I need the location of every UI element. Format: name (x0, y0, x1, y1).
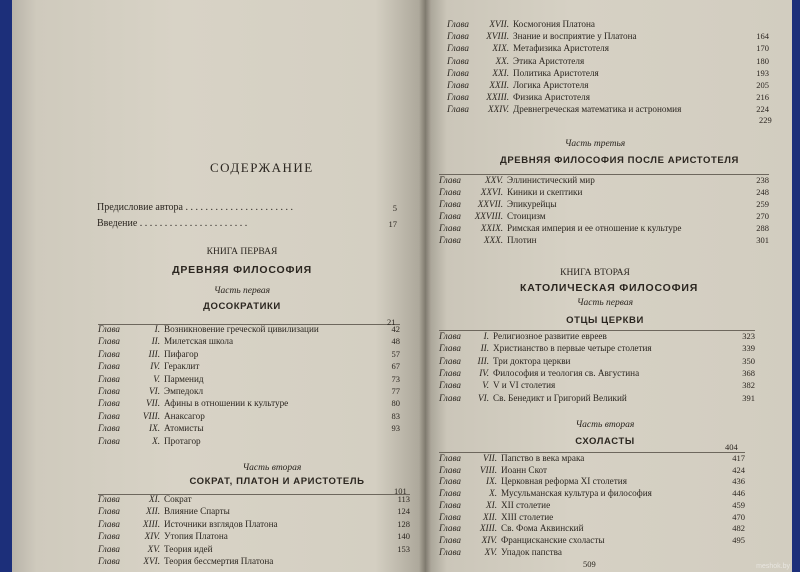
book-two-title: КАТОЛИЧЕСКАЯ ФИЛОСОФИЯ (520, 282, 699, 294)
toc-entry (447, 55, 769, 67)
chapter-page: 216 (756, 92, 769, 103)
book-two-part-two-label: Часть вторая (575, 420, 635, 430)
chapter-label: Глава (439, 534, 461, 545)
toc-entry (439, 186, 769, 198)
chapter-page: 459 (732, 499, 745, 510)
chapter-label: Глава (439, 499, 461, 510)
chapter-label: Глава (98, 410, 120, 421)
top-last-page: 229 (759, 115, 772, 125)
chapter-page: 417 (732, 453, 745, 463)
chapter-number: XIV. (481, 534, 497, 545)
chapter-page: 80 (391, 398, 400, 409)
chapter-page: 391 (742, 392, 755, 403)
toc-entry (439, 392, 755, 404)
chapter-label: Глава (439, 355, 461, 366)
chapter-label: Глава (98, 361, 120, 372)
chapter-page: 140 (397, 531, 410, 542)
chapter-title: Св. Бенедикт и Григорий Великий (493, 392, 627, 403)
book-two-part-two-first-page: 404 (725, 442, 738, 452)
chapter-title: Религиозное развитие евреев (493, 331, 607, 341)
chapter-number: XXII. (489, 80, 509, 90)
toc-entry (439, 511, 745, 523)
right-page (425, 0, 792, 572)
toc-entry (98, 397, 400, 409)
toc-entry (439, 210, 769, 222)
chapter-title: Древнегреческая математика и астрономия (513, 104, 682, 115)
chapter-title: Киники и скептики (507, 187, 583, 197)
chapter-number: XXVI. (480, 187, 503, 197)
chapter-label: Глава (98, 386, 120, 396)
chapter-number: VIII. (479, 464, 497, 475)
chapter-number: III. (477, 355, 489, 366)
watermark: meshok.by (756, 563, 790, 570)
chapter-number: I. (154, 324, 160, 334)
chapter-number: V. (482, 380, 489, 391)
chapter-page: 153 (397, 543, 410, 554)
chapter-label: Глава (439, 380, 461, 391)
chapter-number: XXVII. (477, 199, 503, 209)
chapter-title: Римская империя и ее отношение к культуре (507, 223, 682, 233)
chapter-page: 482 (732, 523, 745, 534)
chapter-label: Глава (439, 199, 461, 209)
chapter-number: XXIX. (480, 223, 503, 233)
chapter-label: Глава (439, 476, 461, 487)
book-two-part-one-label: Часть первая (576, 298, 633, 308)
chapter-number: XVIII. (486, 31, 509, 42)
toc-entry (98, 385, 400, 397)
chapter-number: V. (153, 373, 160, 384)
chapter-label: Глава (98, 348, 120, 359)
chapter-title: Церковная реформа XI столетия (501, 476, 627, 487)
toc-entry (98, 348, 400, 360)
part-two-title: СОКРАТ, ПЛАТОН И АРИСТОТЕЛЬ (189, 476, 365, 487)
chapter-page: 368 (742, 367, 755, 378)
chapter-label: Глава (98, 336, 120, 347)
chapter-title: Утопия Платона (164, 531, 228, 542)
chapter-number: IX. (149, 423, 160, 434)
chapter-label: Глава (447, 43, 469, 54)
chapter-number: XV. (147, 543, 160, 554)
toc-entry (98, 518, 410, 530)
chapter-title: Иоанн Скот (501, 464, 548, 475)
chapter-number: XII. (482, 511, 497, 522)
chapter-title: XIII столетие (501, 511, 554, 522)
chapter-number: XIII. (479, 523, 497, 534)
chapter-label: Глава (439, 367, 461, 378)
chapter-title: Стоицизм (507, 211, 546, 221)
toc-entry (447, 79, 769, 91)
chapter-page: 205 (756, 80, 769, 90)
chapter-label: Глава (439, 211, 461, 221)
chapter-label: Глава (439, 488, 461, 499)
chapter-title: Политика Аристотеля (513, 67, 599, 78)
toc-entry (447, 42, 769, 54)
chapter-title: Источники взглядов Платона (164, 518, 278, 529)
toc-entry (439, 198, 769, 210)
chapter-page: 382 (742, 380, 755, 391)
chapter-label: Глава (447, 92, 469, 103)
chapter-title: Протагор (164, 435, 201, 446)
chapter-number: IX. (486, 476, 497, 487)
chapter-number: XVI. (143, 556, 160, 566)
toc-entry (439, 522, 745, 534)
chapter-title: Анаксагор (164, 410, 205, 421)
part-three-label: Часть третья (564, 139, 626, 149)
chapter-label: Глава (98, 556, 120, 566)
chapter-title: Эллинистический мир (507, 175, 595, 185)
chapter-label: Глава (98, 324, 120, 334)
chapter-page: 323 (742, 331, 755, 341)
chapter-label: Глава (439, 523, 461, 534)
chapter-title: Метафизика Аристотеля (513, 43, 609, 54)
front-matter-title: Предисловие автора . . . . . . . . . . . . . . . . . . . . . . (97, 202, 293, 213)
chapter-label: Глава (98, 398, 120, 409)
chapter-number: XV. (484, 546, 497, 557)
toc-entry (439, 499, 745, 511)
toc-title: СОДЕРЖАНИЕ (210, 160, 314, 175)
toc-entry (447, 67, 769, 79)
chapter-title: Францисканские схоласты (501, 534, 605, 545)
toc-entry (439, 475, 745, 487)
chapter-number: VI. (478, 392, 489, 403)
chapter-title: Влияние Спарты (164, 506, 230, 517)
toc-entry (439, 534, 745, 546)
chapter-number: II. (480, 343, 489, 354)
chapter-label: Глава (98, 506, 120, 517)
toc-entry (439, 355, 755, 367)
chapter-label: Глава (98, 423, 120, 434)
chapter-title: Св. Фома Аквинский (501, 523, 584, 534)
chapter-number: XIX. (492, 43, 509, 54)
chapter-number: VI. (149, 386, 160, 396)
part-one-title: ДОСОКРАТИКИ (203, 301, 281, 312)
chapter-page: 495 (732, 534, 745, 545)
chapter-label: Глава (439, 546, 461, 557)
chapter-label: Глава (98, 435, 120, 446)
toc-entry (98, 435, 400, 447)
book-gutter (419, 0, 431, 572)
chapter-number: II. (151, 336, 160, 347)
chapter-title: Три доктора церкви (493, 355, 571, 366)
chapter-page: 48 (391, 336, 400, 347)
toc-entry (98, 555, 410, 567)
chapter-page: 113 (397, 494, 410, 504)
chapter-page: 270 (756, 211, 769, 221)
chapter-label: Глава (98, 543, 120, 554)
chapter-number: XXIV. (487, 104, 509, 115)
chapter-label: Глава (439, 343, 461, 354)
toc-entry (98, 335, 400, 347)
front-matter-page: 5 (392, 203, 397, 213)
toc-entry (439, 330, 755, 342)
toc-entry (439, 174, 769, 186)
chapter-number: XII. (145, 506, 160, 517)
toc-entry (439, 234, 769, 246)
toc-entry (98, 323, 400, 335)
chapter-page: 93 (391, 423, 400, 434)
chapter-title: Афины в отношении к культуре (164, 398, 289, 409)
chapter-title: Сократ (164, 494, 192, 504)
toc-entry (439, 487, 745, 499)
chapter-title: Упадок папства (501, 546, 562, 557)
chapter-page: 248 (756, 187, 769, 197)
toc-entry (98, 543, 410, 555)
chapter-label: Глава (439, 235, 461, 245)
chapter-page: 193 (756, 67, 769, 78)
toc-entry (447, 18, 769, 30)
toc-entry (98, 530, 410, 542)
chapter-label: Глава (439, 453, 461, 463)
chapter-number: IV. (150, 361, 160, 372)
chapter-label: Глава (447, 19, 469, 29)
chapter-page: 180 (756, 55, 769, 66)
chapter-number: XVII. (489, 19, 509, 29)
book-one-title: ДРЕВНЯЯ ФИЛОСОФИЯ (172, 264, 312, 276)
chapter-page: 339 (742, 343, 755, 354)
chapter-label: Глава (447, 55, 469, 66)
chapter-page: 301 (756, 235, 769, 245)
part-two-label: Часть вторая (242, 463, 302, 473)
chapter-number: XXX. (483, 235, 503, 245)
chapter-label: Глава (447, 104, 469, 115)
chapter-title: XII столетие (501, 499, 551, 510)
chapter-page: 170 (756, 43, 769, 54)
front-matter-title: Введение . . . . . . . . . . . . . . . . . . . . . . (97, 218, 248, 229)
part-three-title: ДРЕВНЯЯ ФИЛОСОФИЯ ПОСЛЕ АРИСТОТЕЛЯ (500, 155, 739, 166)
chapter-number: I. (483, 331, 489, 341)
chapter-number: XXIII. (486, 92, 509, 103)
chapter-label: Глава (447, 31, 469, 42)
chapter-page: 259 (756, 199, 769, 209)
front-matter-entry (97, 202, 397, 214)
chapter-label: Глава (439, 511, 461, 522)
chapter-page: 73 (391, 373, 400, 384)
toc-entry (447, 91, 769, 103)
chapter-page: 288 (756, 223, 769, 233)
toc-entry (447, 103, 769, 115)
chapter-number: XXI. (492, 67, 509, 78)
book-one-label: КНИГА ПЕРВАЯ (206, 247, 278, 257)
chapter-label: Глава (98, 494, 120, 504)
chapter-page: 83 (391, 410, 400, 421)
front-matter-page: 17 (388, 219, 397, 229)
chapter-number: VII. (145, 398, 160, 409)
chapter-label: Глава (439, 187, 461, 197)
chapter-page: 67 (391, 361, 400, 372)
chapter-title: Эмпедокл (164, 386, 204, 396)
chapter-number: XIV. (144, 531, 160, 542)
chapter-number: XIII. (142, 518, 160, 529)
part-one-label: Часть первая (213, 286, 270, 296)
chapter-page: 57 (391, 348, 400, 359)
toc-entry (439, 379, 755, 391)
chapter-title: Космогония Платона (513, 19, 596, 29)
toc-entry (98, 410, 400, 422)
chapter-label: Глава (439, 331, 461, 341)
chapter-title: Физика Аристотеля (513, 92, 590, 103)
toc-entry (439, 222, 769, 234)
chapter-label: Глава (439, 464, 461, 475)
chapter-label: Глава (447, 80, 469, 90)
chapter-title: Милетская школа (164, 336, 234, 347)
toc-entry (447, 30, 769, 42)
toc-entry (439, 452, 745, 464)
chapter-title: Христианство в первые четыре столетия (493, 343, 652, 354)
chapter-number: VII. (482, 453, 497, 463)
toc-entry (98, 493, 410, 505)
part-two-first-page: 101 (394, 486, 407, 496)
part-one-first-page: 21 (387, 317, 396, 327)
chapter-page: 124 (397, 506, 410, 517)
toc-entry (98, 360, 400, 372)
chapter-page: 238 (756, 175, 769, 185)
chapter-title: Папство в века мрака (501, 453, 585, 463)
chapter-title: Логика Аристотеля (513, 80, 589, 90)
chapter-label: Глава (98, 518, 120, 529)
chapter-number: XXV. (485, 175, 503, 185)
chapter-title: Гераклит (164, 361, 200, 372)
toc-entry (98, 373, 400, 385)
chapter-title: Мусульманская культура и философия (501, 488, 652, 499)
chapter-label: Глава (439, 392, 461, 403)
chapter-page: 164 (756, 31, 769, 42)
chapter-page: 77 (391, 386, 400, 396)
book-two-part-one-title: ОТЦЫ ЦЕРКВИ (566, 315, 644, 326)
chapter-page: 224 (756, 104, 769, 115)
chapter-title: Философия и теология св. Августина (493, 367, 640, 378)
chapter-title: Парменид (164, 373, 204, 384)
chapter-label: Глава (98, 531, 120, 542)
chapter-number: XI. (486, 499, 497, 510)
toc-entry (98, 422, 400, 434)
chapter-number: XX. (495, 55, 509, 66)
chapter-label: Глава (447, 67, 469, 78)
toc-entry (439, 367, 755, 379)
chapter-number: IV. (479, 367, 489, 378)
toc-entry (439, 546, 745, 558)
page-number: 509 (583, 559, 596, 569)
background-edge (792, 0, 800, 572)
chapter-title: Теория бессмертия Платона (164, 556, 274, 566)
chapter-number: X. (152, 435, 160, 446)
chapter-title: V и VI столетия (493, 380, 556, 391)
chapter-label: Глава (439, 223, 461, 233)
toc-entry (98, 505, 410, 517)
chapter-title: Атомисты (164, 423, 204, 434)
chapter-page: 424 (732, 464, 745, 475)
toc-entry (439, 342, 755, 354)
chapter-page: 128 (397, 518, 410, 529)
chapter-label: Глава (98, 373, 120, 384)
chapter-page: 436 (732, 476, 745, 487)
chapter-title: Эпикурейцы (507, 199, 557, 209)
chapter-page: 42 (391, 324, 400, 334)
chapter-title: Пифагор (164, 348, 199, 359)
chapter-number: X. (489, 488, 497, 499)
book-two-label: КНИГА ВТОРАЯ (560, 268, 630, 278)
chapter-page: 470 (732, 511, 745, 522)
chapter-title: Плотин (507, 235, 537, 245)
chapter-title: Теория идей (164, 543, 213, 554)
chapter-page: 446 (732, 488, 745, 499)
chapter-number: XXVIII. (474, 211, 503, 221)
chapter-label: Глава (439, 175, 461, 185)
chapter-title: Знание и восприятие у Платона (513, 31, 637, 42)
chapter-page: 350 (742, 355, 755, 366)
chapter-title: Этика Аристотеля (513, 55, 585, 66)
chapter-number: VIII. (142, 410, 160, 421)
toc-entry (439, 464, 745, 476)
book-two-part-two-title: СХОЛАСТЫ (575, 436, 635, 447)
chapter-title: Возникновение греческой цивилизации (164, 324, 319, 334)
chapter-number: III. (148, 348, 160, 359)
chapter-number: XI. (149, 494, 160, 504)
front-matter-entry (97, 218, 397, 230)
